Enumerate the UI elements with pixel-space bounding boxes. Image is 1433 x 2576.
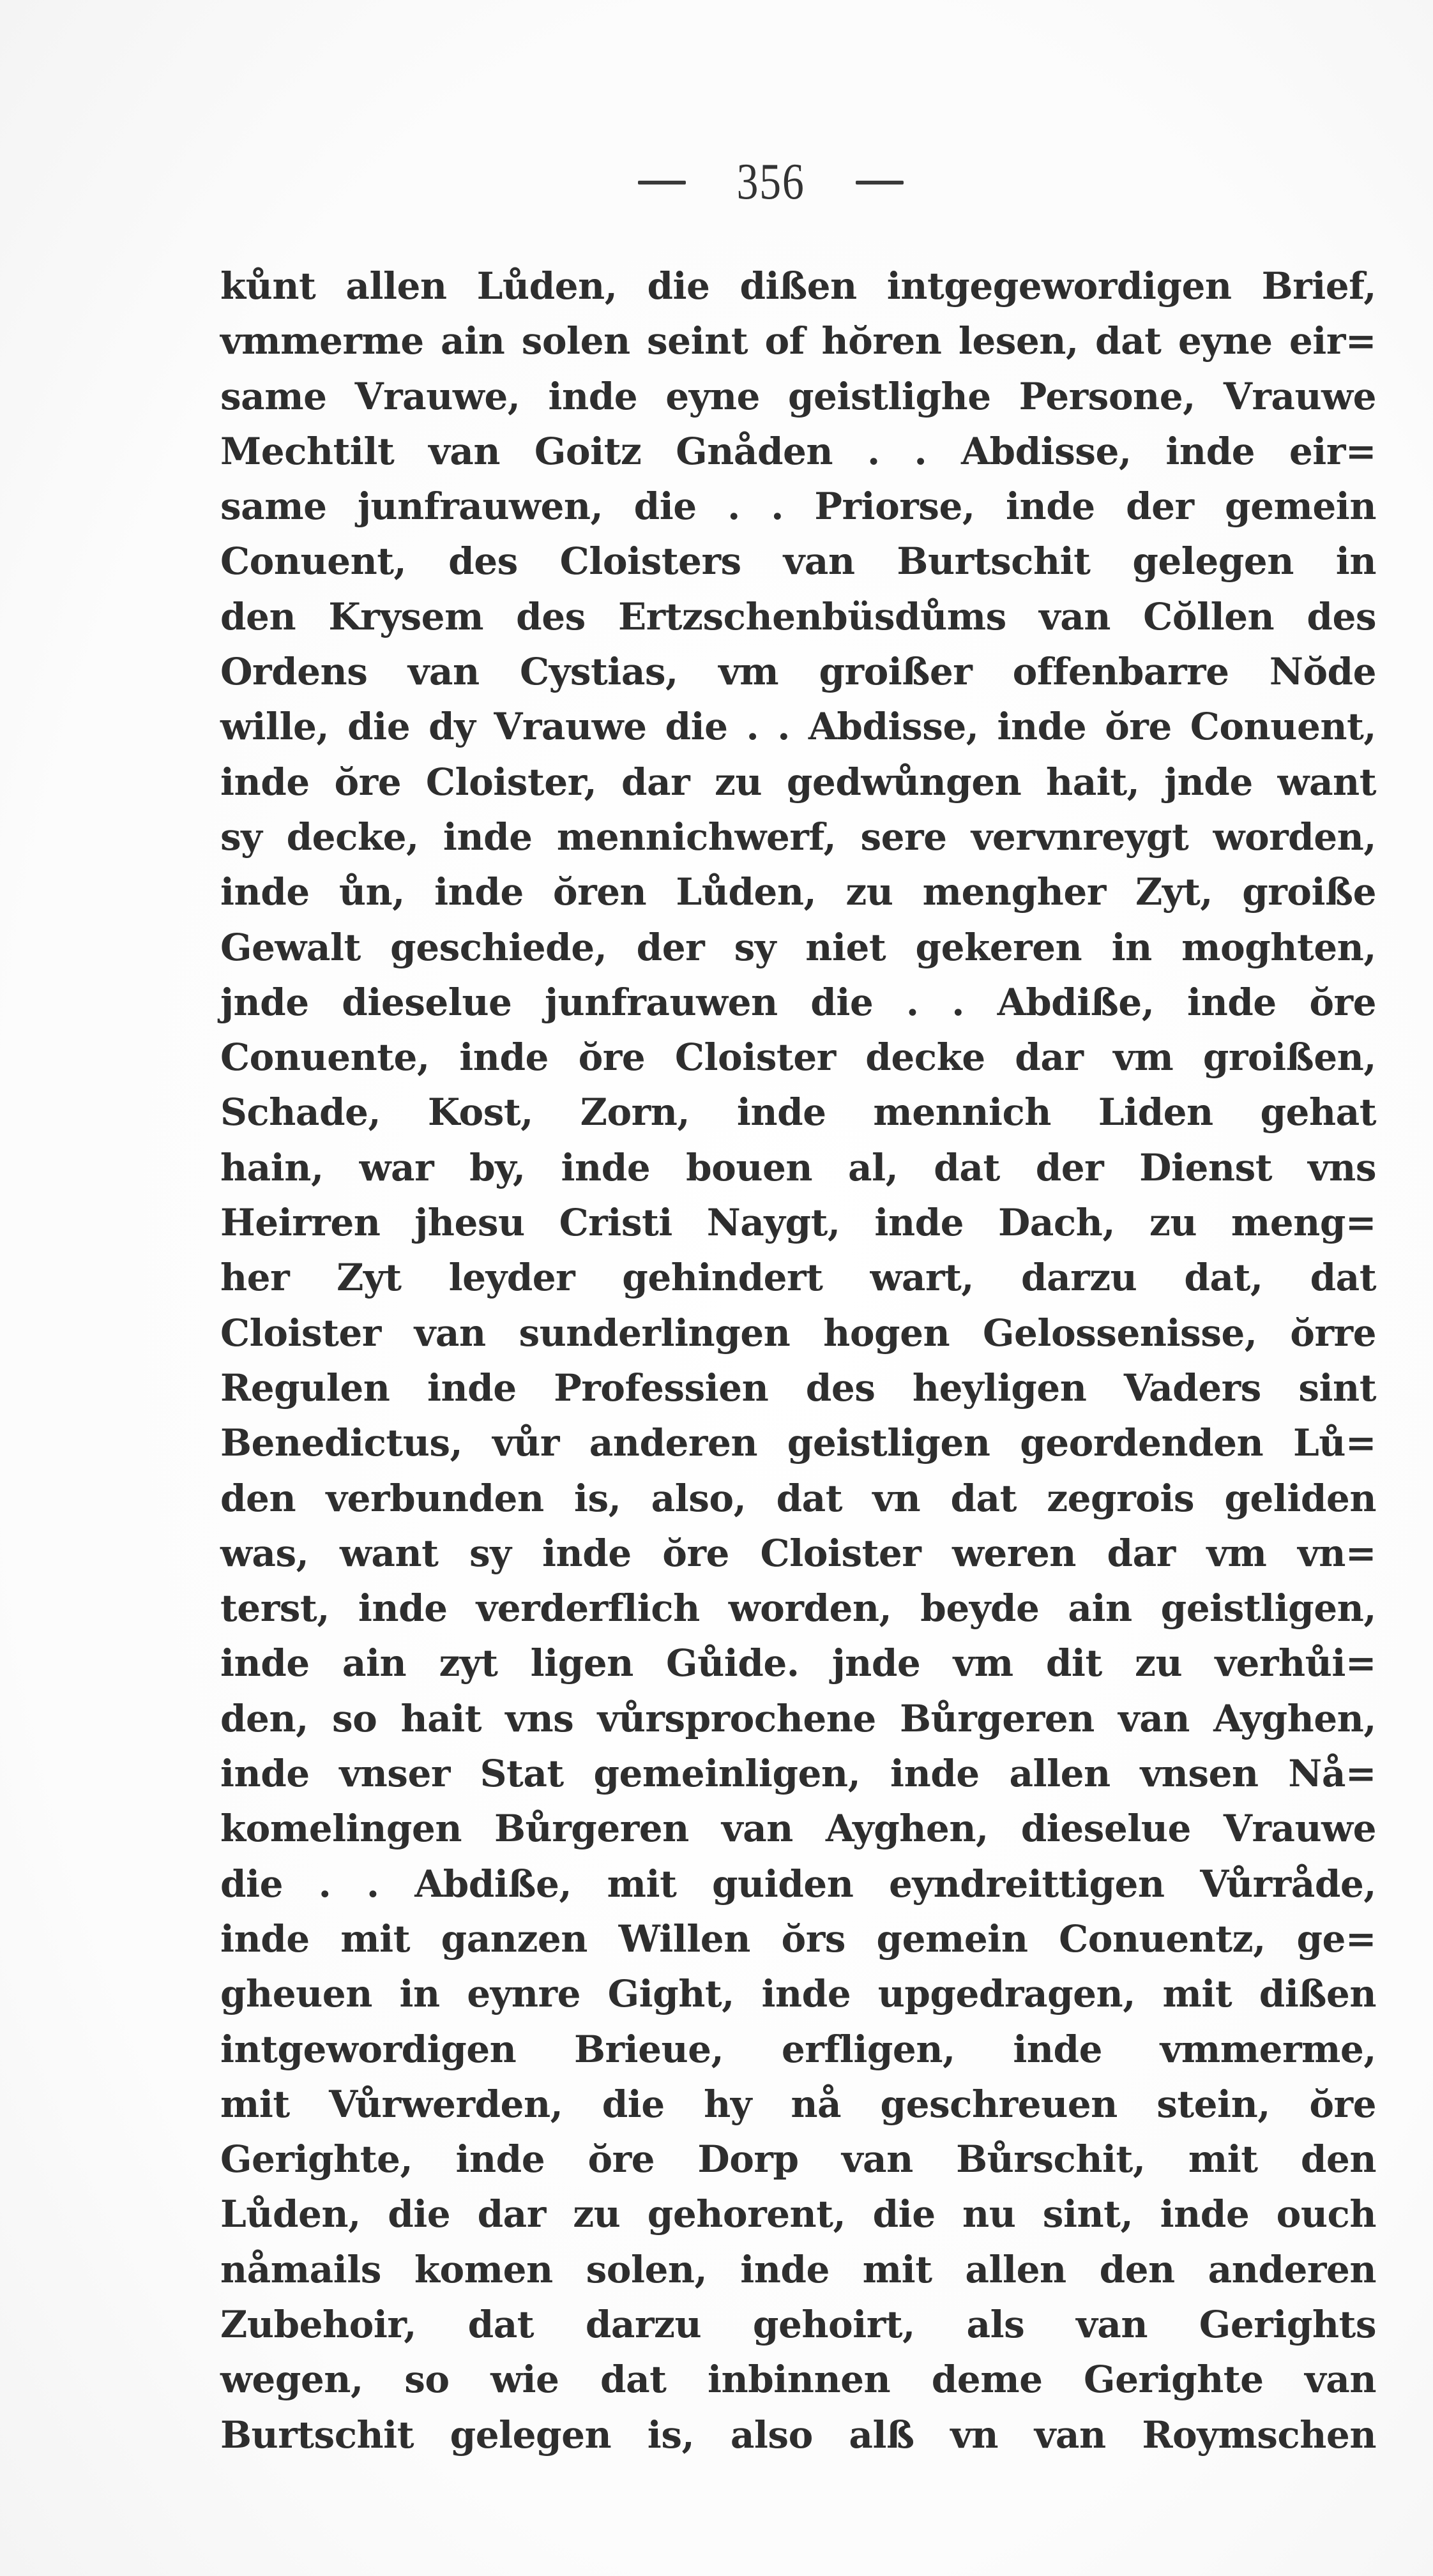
text-line: Zubehoir, dat darzu gehoirt, als van Gerights — [220, 2302, 1376, 2346]
page-header-inner — [638, 153, 904, 211]
text-line: Schade, Kost, Zorn, inde mennich Liden gehat — [220, 1090, 1376, 1134]
text-line: Conuente, inde ŏre Cloister decke dar vm groißen, — [220, 1036, 1376, 1080]
text-line: same junfrauwen, die . . Priorse, inde der gemein — [220, 485, 1376, 529]
text-line: sy decke, inde mennichwerf, sere vervnreygt worden, — [220, 815, 1376, 859]
text-line: wille, die dy Vrauwe die . . Abdisse, inde ŏre Conuent, — [220, 705, 1376, 749]
text-line: Mechtilt van Goitz Gnåden . . Abdisse, inde eir= — [220, 429, 1376, 473]
body-text — [220, 259, 1376, 2462]
text-line: Regulen inde Professien des heyligen Vaders sint — [220, 1366, 1376, 1410]
text-line: den Krysem des Ertzschenbüsdůms van Cŏllen des — [220, 594, 1376, 638]
text-line: same Vrauwe, inde eyne geistlighe Persone, Vrauwe — [220, 374, 1376, 418]
text-line: wegen, so wie dat inbinnen deme Gerighte van — [220, 2358, 1376, 2402]
text-line: vmmerme ain solen seint of hŏren lesen, dat eyne eir= — [220, 319, 1376, 363]
text-line: die . . Abdiße, mit guiden eyndreittigen Vůrråde, — [220, 1862, 1376, 1906]
text-line: mit Vůrwerden, die hy nå geschreuen stein, ŏre — [220, 2082, 1376, 2126]
text-line: jnde dieselue junfrauwen die . . Abdiße, inde ŏre — [220, 980, 1376, 1024]
text-line: Cloister van sunderlingen hogen Gelossenisse, ŏrre — [220, 1311, 1376, 1355]
text-line: Burtschit gelegen is, also alß vn van Roymschen — [220, 2413, 1376, 2457]
text-line: kůnt allen Lůden, die dißen intgegewordigen Brief, — [220, 264, 1376, 308]
text-line: Gewalt geschiede, der sy niet gekeren in moghten, — [220, 925, 1376, 969]
text-line: inde ŏre Cloister, dar zu gedwůngen hait, jnde want — [220, 760, 1376, 804]
page-number: 356 — [736, 154, 805, 210]
text-line: Conuent, des Cloisters van Burtschit gelegen in — [220, 539, 1376, 584]
text-line: komelingen Bůrgeren van Ayghen, dieselue Vrauwe — [220, 1807, 1376, 1851]
text-line: inde ůn, inde ŏren Lůden, zu mengher Zyt, groiße — [220, 870, 1376, 914]
header-dash-right — [856, 181, 904, 185]
text-line: nåmails komen solen, inde mit allen den anderen — [220, 2247, 1376, 2291]
text-line: den, so hait vns vůrsprochene Bůrgeren van Ayghen, — [220, 1696, 1376, 1740]
text-line: intgewordigen Brieue, erfligen, inde vmmerme, — [220, 2027, 1376, 2071]
text-line: was, want sy inde ŏre Cloister weren dar vm vn= — [220, 1531, 1376, 1575]
page-header — [0, 153, 1433, 223]
header-dash-left — [638, 181, 686, 185]
text-line: Heirren jhesu Cristi Naygt, inde Dach, zu meng= — [220, 1201, 1376, 1245]
text-line: her Zyt leyder gehindert wart, darzu dat, dat — [220, 1256, 1376, 1300]
text-line: Ordens van Cystias, vm groißer offenbarre Nŏde — [220, 650, 1376, 694]
text-line: den verbunden is, also, dat vn dat zegrois geliden — [220, 1476, 1376, 1520]
text-line: gheuen in eynre Gight, inde upgedragen, mit dißen — [220, 1972, 1376, 2016]
text-line: inde mit ganzen Willen ŏrs gemein Conuentz, ge= — [220, 1917, 1376, 1961]
text-line: Benedictus, vůr anderen geistligen geordenden Lů= — [220, 1421, 1376, 1465]
text-line: Gerighte, inde ŏre Dorp van Bůrschit, mit den — [220, 2137, 1376, 2181]
text-line: inde ain zyt ligen Gůide. jnde vm dit zu verhůi= — [220, 1641, 1376, 1685]
text-line: terst, inde verderflich worden, beyde ain geistligen, — [220, 1586, 1376, 1631]
text-line: inde vnser Stat gemeinligen, inde allen vnsen Nå= — [220, 1752, 1376, 1796]
text-line: Lůden, die dar zu gehorent, die nu sint, inde ouch — [220, 2192, 1376, 2236]
text-line: hain, war by, inde bouen al, dat der Dienst vns — [220, 1145, 1376, 1189]
